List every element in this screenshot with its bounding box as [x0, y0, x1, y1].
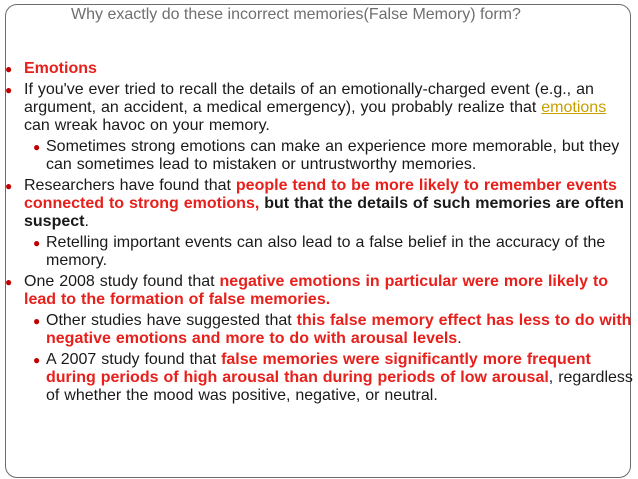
bullet-dot-icon: ●: [5, 62, 13, 76]
subbullet-strong-emotions: [0, 138, 638, 174]
highlight-text: this false memory effect has less to do with negative emotions and more to do with arousal levels: [46, 312, 632, 347]
emotions-link[interactable]: emotions: [541, 99, 607, 116]
bullet-dot-icon: ●: [5, 83, 13, 97]
subbullet-2007-study: [0, 351, 638, 405]
bullet-dot-icon: ●: [33, 236, 41, 250]
subbullet-other-studies: [0, 312, 638, 348]
bullet-dot-icon: ●: [33, 314, 41, 328]
highlight-text: false memories were significantly more frequent during periods of high arousal than during periods of low arousal: [46, 351, 591, 386]
bullet-text: .: [84, 213, 89, 230]
highlight-text: people tend to be more likely to remember events connected to strong emotions,: [24, 177, 617, 212]
bullet-text: One 2008 study found that: [24, 273, 220, 290]
bullet-dot-icon: ●: [33, 353, 41, 367]
bullet-text: .: [457, 330, 462, 347]
bold-text: but that the details of such memories are often suspect: [24, 195, 624, 230]
bullet-2008-study: [0, 273, 638, 309]
bullet-recall-details: [0, 81, 638, 135]
bullet-text: Retelling important events can also lead to a false belief in the accuracy of the memory.: [46, 234, 606, 269]
bullet-dot-icon: ●: [5, 275, 13, 289]
bullet-dot-icon: ●: [5, 179, 13, 193]
bullet-text: A 2007 study found that: [46, 351, 222, 368]
bullet-text: Sometimes strong emotions can make an experience more memorable, but they can sometimes lead to mistaken or untrustworthy memories.: [46, 138, 620, 173]
bullet-emotions: [0, 60, 638, 78]
bullet-researchers: [0, 177, 638, 231]
emotions-heading: Emotions: [24, 60, 97, 77]
slide-body: [0, 60, 638, 408]
highlight-text: negative emotions in particular were more likely to lead to the formation of false memories.: [24, 273, 609, 308]
bullet-text: If you've ever tried to recall the details of an emotionally-charged event (e.g., an argument, an accident, a medical emergency), you probably realize that: [24, 81, 594, 116]
subbullet-retelling: [0, 234, 638, 270]
bullet-text: can wreak havoc on your memory.: [24, 117, 270, 134]
bullet-dot-icon: ●: [33, 140, 41, 154]
bullet-text: Other studies have suggested that: [46, 312, 297, 329]
slide-title: Why exactly do these incorrect memories(False Memory) form?: [71, 6, 521, 23]
bullet-text: Researchers have found that: [24, 177, 236, 194]
bullet-text: , regardless of whether the mood was positive, negative, or neutral.: [46, 369, 633, 404]
